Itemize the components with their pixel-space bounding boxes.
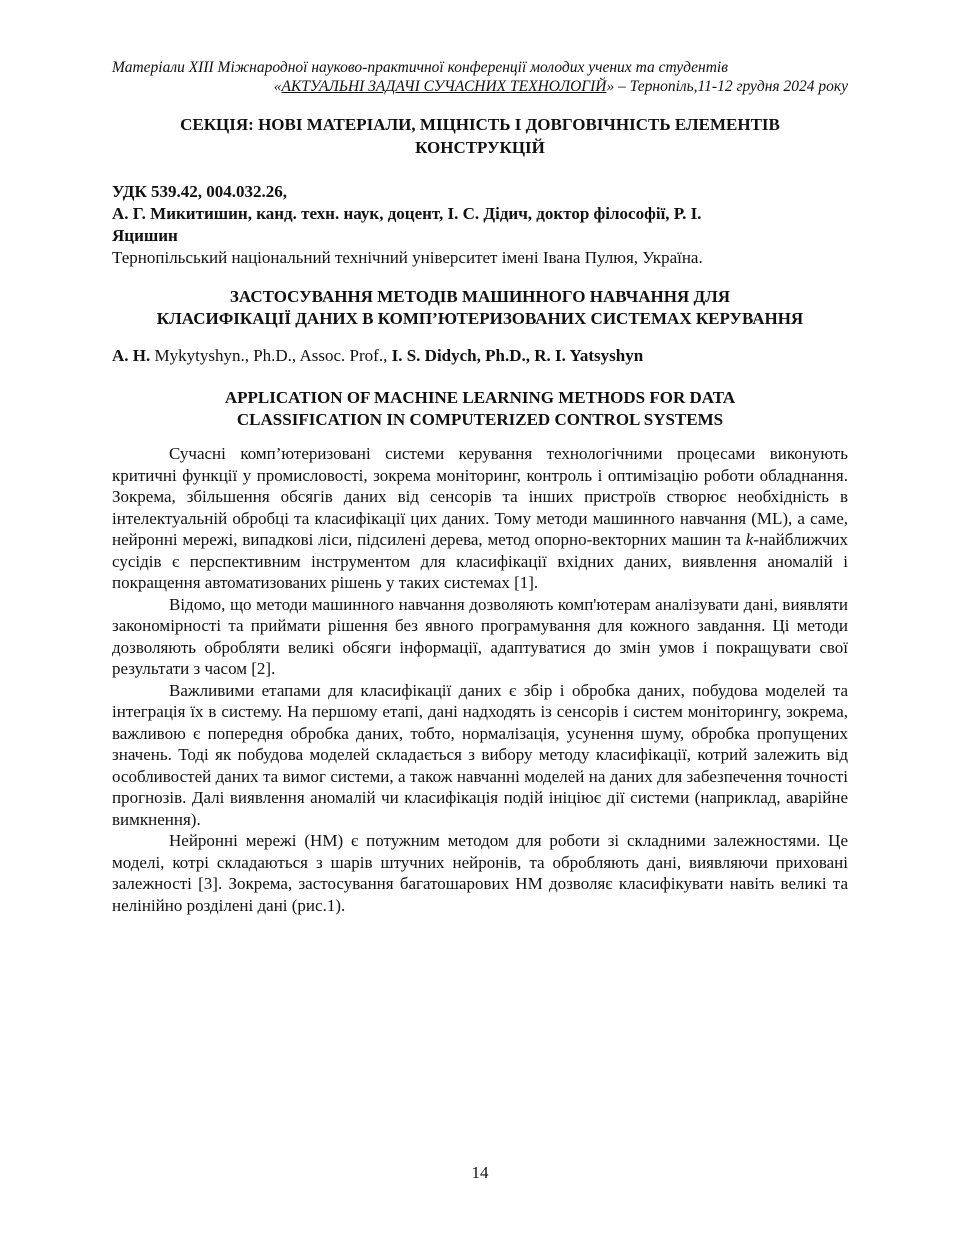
paragraph-1-text-a: Сучасні комп’ютеризовані системи керування технологічними процесами виконують критичні функції у промисловості, зокрема моніторинг, контроль і оптимізацію роботи обладнання. Зокрема, збільшення обсягів даних від сенсорів та інших пристроїв створює необхідність в інтелектуальній обробці та класифікації цих даних. Тому методи машинного навчання (ML), а саме, нейронні мережі, випадкові ліси, підсилені дерева, метод опорно-векторних машин та	[112, 444, 848, 549]
udk-code: УДК 539.42, 004.032.26,	[112, 182, 288, 201]
header-quote-open: «	[273, 78, 282, 95]
title-en-line-2: CLASSIFICATION IN COMPUTERIZED CONTROL SYSTEMS	[236, 410, 724, 429]
authors-2-3: I. S. Didych, Ph.D., R. I. Yatsyshyn	[391, 346, 644, 365]
header-line-2	[112, 77, 848, 96]
paragraph-4: Нейронні мережі (НМ) є потужним методом для роботи зі складними залежностями. Це моделі, котрі складаються з шарів штучних нейронів, та обробляють дані, виявляючи приховані залежності [3]. Зокрема, застосування багатошарових НМ дозволяє класифікувати навіть великі та нелінійно розділені дані (рис.1).	[112, 831, 848, 915]
paragraph-2: Відомо, що методи машинного навчання дозволяють комп'ютерам аналізувати дані, виявляти закономірності та приймати рішення без явного програмування для кожного завдання. Ці методи дозволяють обробляти великі обсяги інформації, адаптуватися до змін умов і покращувати свої результати з часом [2].	[112, 594, 848, 678]
article-title-en	[112, 387, 848, 431]
paragraph-1-italic-k: k	[745, 530, 754, 549]
author-1-initials: A. H.	[112, 346, 151, 365]
author-1-details: Mykytyshyn., Ph.D., Assoc. Prof.,	[150, 346, 392, 365]
page-number: 14	[471, 1163, 489, 1182]
authors-ua-line-1: А. Г. Микитишин, канд. техн. наук, доцент, І. С. Дідич, доктор філософії, Р. І.	[112, 204, 702, 223]
article-body	[112, 443, 848, 916]
authors-en	[112, 345, 848, 367]
header-date-place: » – Тернопіль,11-12 грудня 2024 року	[606, 78, 848, 95]
affiliation: Тернопільський національний технічний університет імені Івана Пулюя, Україна.	[112, 248, 703, 267]
running-header	[112, 58, 848, 96]
paragraph-1	[112, 443, 848, 594]
authors-ua-line-2: Яцишин	[112, 226, 178, 245]
article-title-ua	[112, 286, 848, 330]
conference-name: АКТУАЛЬНІ ЗАДАЧІ СУЧАСНИХ ТЕХНОЛОГІЙ	[281, 78, 607, 95]
section-title-line-1: СЕКЦІЯ: НОВІ МАТЕРІАЛИ, МІЦНІСТЬ І ДОВГОВІЧНІСТЬ ЕЛЕМЕНТІВ	[180, 115, 780, 134]
section-title	[112, 113, 848, 159]
title-en-line-1: APPLICATION OF MACHINE LEARNING METHODS FOR DATA	[224, 388, 736, 407]
title-ua-line-2: КЛАСИФІКАЦІЇ ДАНИХ В КОМП’ЮТЕРИЗОВАНИХ СИСТЕМАХ КЕРУВАННЯ	[156, 309, 804, 328]
header-line-1: Матеріали XIII Міжнародної науково-практичної конференції молодих учених та студентів	[112, 59, 728, 76]
section-title-line-2: КОНСТРУКЦІЙ	[415, 138, 545, 157]
paragraph-3: Важливими етапами для класифікації даних є збір і обробка даних, побудова моделей та інтеграція їх в систему. На першому етапі, дані надходять із сенсорів і систем моніторингу, зокрема, важливою є попередня обробка даних, тобто, нормалізація, усунення шуму, обробка пропущених значень. Тоді як побудова моделей складається з вибору методу класифікації, котрий залежить від особливостей даних та вимог системи, а також навчанні моделей на даних для забезпечення точності прогнозів. Далі виявлення аномалій чи класифікація подій ініціює дії системи (наприклад, аварійне вимкнення).	[112, 680, 848, 829]
paragraph-1-text-b: -найближчих сусідів є перспективним інструментом для класифікації вхідних даних, виявлення аномалій і покращення автоматизованих рішень у таких системах [1].	[112, 530, 848, 592]
article-meta	[112, 181, 848, 269]
title-ua-line-1: ЗАСТОСУВАННЯ МЕТОДІВ МАШИННОГО НАВЧАННЯ ДЛЯ	[229, 287, 731, 306]
